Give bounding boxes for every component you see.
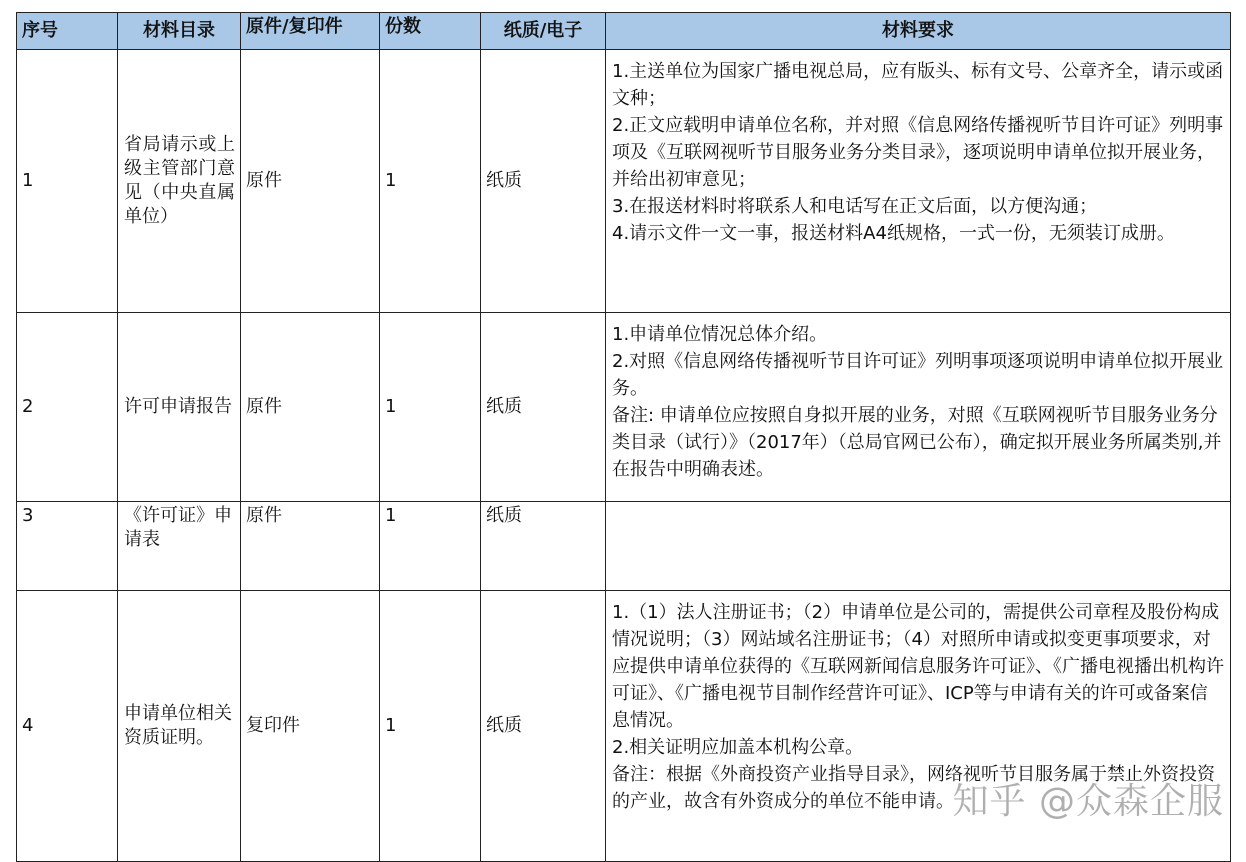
table-row bbox=[17, 313, 1231, 502]
cell-no: 3 bbox=[17, 502, 118, 591]
table-header bbox=[17, 13, 1231, 50]
watermark: 知乎 @众森企服 bbox=[952, 781, 1224, 822]
requirement-line: 1.主送单位为国家广播电视总局，应有版头、标有文号、公章齐全，请示或函文种； bbox=[612, 61, 1224, 109]
cell-requirements-empty bbox=[606, 502, 1231, 591]
requirement-line: 4.请示文件一文一事，报送材料A4纸规格，一式一份，无须装订成册。 bbox=[612, 223, 1175, 244]
header-catalog: 材料目录 bbox=[118, 13, 241, 50]
cell-paper-electronic: 纸质 bbox=[481, 313, 606, 502]
cell-no: 4 bbox=[17, 591, 118, 862]
cell-original-copy: 原件 bbox=[241, 502, 380, 591]
cell-catalog: 许可申请报告 bbox=[118, 313, 241, 502]
materials-table-container bbox=[16, 12, 1230, 862]
cell-copies: 1 bbox=[380, 502, 481, 591]
cell-catalog: 省局请示或上级主管部门意见（中央直属单位） bbox=[118, 50, 241, 313]
cell-original-copy: 原件 bbox=[241, 313, 380, 502]
materials-table bbox=[16, 12, 1231, 862]
requirement-note: 备注: 申请单位应按照自身拟开展的业务，对照《互联网视听节目服务业务分类目录（试行）》（2017年）（总局官网已公布），确定拟开展业务所属类别,并在报告中明确表述。 bbox=[612, 405, 1222, 480]
header-copies: 份数 bbox=[380, 13, 481, 50]
requirement-line: 2.相关证明应加盖本机构公章。 bbox=[612, 737, 864, 758]
requirement-line: 2.对照《信息网络传播视听节目许可证》列明事项逐项说明申请单位拟开展业务。 bbox=[612, 351, 1224, 399]
cell-original-copy: 原件 bbox=[241, 50, 380, 313]
cell-paper-electronic: 纸质 bbox=[481, 502, 606, 591]
table-row bbox=[17, 591, 1231, 862]
header-paper-electronic: 纸质/电子 bbox=[481, 13, 606, 50]
table-row bbox=[17, 50, 1231, 313]
requirement-line: 3.在报送材料时将联系人和电话写在正文后面，以方便沟通； bbox=[612, 196, 1098, 217]
requirement-line: 2.正文应载明申请单位名称，并对照《信息网络传播视听节目许可证》列明事项及《互联网视听节目服务业务分类目录》，逐项说明申请单位拟开展业务，并给出初审意见； bbox=[612, 115, 1224, 190]
cell-copies: 1 bbox=[380, 591, 481, 862]
cell-requirements bbox=[606, 50, 1231, 313]
header-original-copy: 原件/复印件 bbox=[241, 13, 380, 50]
requirement-line: 1.申请单位情况总体介绍。 bbox=[612, 324, 828, 345]
cell-no: 2 bbox=[17, 313, 118, 502]
header-row bbox=[17, 13, 1231, 50]
requirement-note: 备注：根据《外商投资产业指导目录》，网络视听节目服务属于禁止外资投资的产业，故含有外资成分的单位不能申请。 bbox=[612, 764, 1215, 812]
header-requirements: 材料要求 bbox=[606, 13, 1231, 50]
cell-no: 1 bbox=[17, 50, 118, 313]
table-body bbox=[17, 50, 1231, 862]
header-no: 序号 bbox=[17, 13, 118, 50]
cell-requirements bbox=[606, 591, 1231, 862]
cell-requirements bbox=[606, 313, 1231, 502]
cell-copies: 1 bbox=[380, 50, 481, 313]
cell-paper-electronic: 纸质 bbox=[481, 50, 606, 313]
cell-catalog: 《许可证》申请表 bbox=[118, 502, 241, 591]
cell-copies: 1 bbox=[380, 313, 481, 502]
cell-original-copy: 复印件 bbox=[241, 591, 380, 862]
cell-paper-electronic: 纸质 bbox=[481, 591, 606, 862]
table-row bbox=[17, 502, 1231, 591]
cell-catalog: 申请单位相关资质证明。 bbox=[118, 591, 241, 862]
requirement-line: 1.（1）法人注册证书；（2）申请单位是公司的，需提供公司章程及股份构成情况说明；（3）网站域名注册证书；（4）对照所申请或拟变更事项要求，对应提供申请单位获得的《互联网新闻信息服务许可证》、《广播电视播出机构许可证》、《广播电视节目制作经营许可证》、ICP等与申请有关的许可或备案信息情况。 bbox=[612, 602, 1224, 731]
